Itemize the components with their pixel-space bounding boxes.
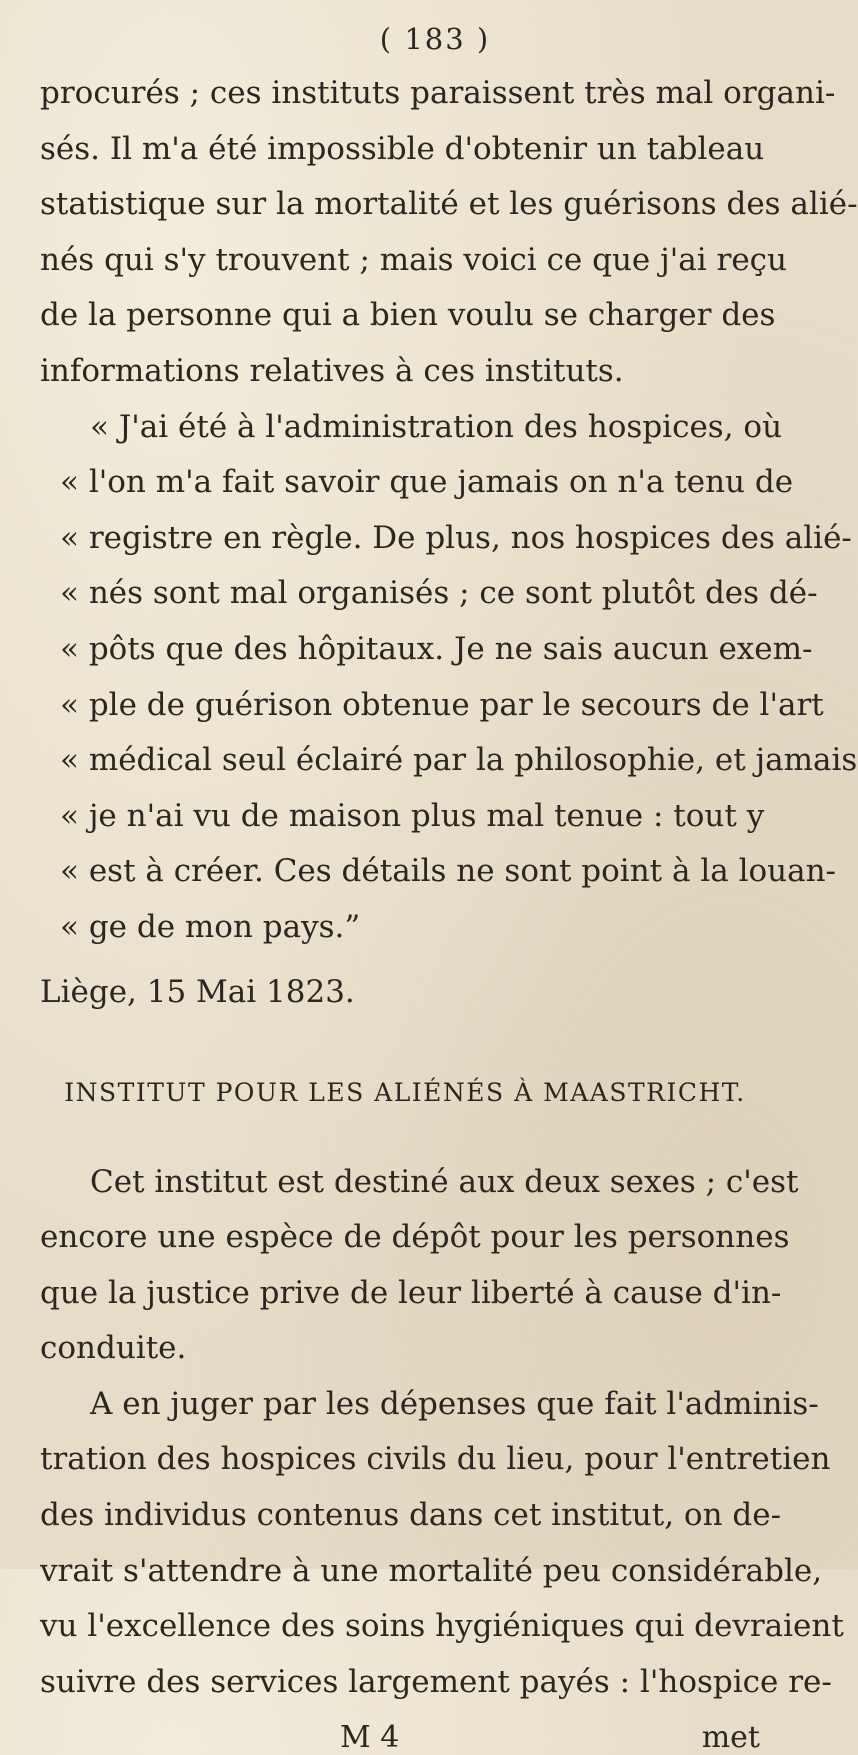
text-line: vu l'excellence des soins hygiéniques qui devraient (40, 1608, 844, 1645)
text-line: de la personne qui a bien voulu se charger des (40, 297, 776, 334)
quote-line: « pôts que des hôpitaux. Je ne sais aucun exem- (60, 630, 813, 667)
section-heading: INSTITUT POUR LES ALIÉNÉS À MAASTRICHT. (64, 1077, 746, 1107)
catchword: met (701, 1720, 760, 1755)
page-footer (40, 1720, 770, 1755)
dateline: Liège, 15 Mai 1823. (40, 973, 355, 1010)
text-line: encore une espèce de dépôt pour les personnes (40, 1219, 790, 1256)
paragraph-intro (40, 66, 858, 400)
text-line: suivre des services largement payés : l'hospice re- (40, 1663, 832, 1700)
quote-line: « l'on m'a fait savoir que jamais on n'a tenu de (60, 464, 794, 501)
quoted-letter (40, 400, 858, 956)
quote-line: « nés sont mal organisés ; ce sont plutôt des dé- (60, 575, 818, 612)
page-number: ( 183 ) (379, 22, 491, 56)
paragraph-expenses (40, 1377, 844, 1711)
text-line: tration des hospices civils du lieu, pour l'entretien (40, 1441, 831, 1478)
quote-line: « médical seul éclairé par la philosophie, et jamais (60, 742, 858, 779)
text-line: Cet institut est destiné aux deux sexes ; c'est (90, 1163, 799, 1200)
text-line: sés. Il m'a été impossible d'obtenir un tableau (40, 130, 765, 167)
quote-line: « est à créer. Ces détails ne sont point à la louan- (60, 853, 837, 890)
text-line: vrait s'attendre à une mortalité peu considérable, (40, 1552, 823, 1589)
text-line: procurés ; ces instituts paraissent très mal organi- (40, 75, 836, 111)
quote-line: « ple de guérison obtenue par le secours de l'art (60, 686, 824, 723)
text-line: A en juger par les dépenses que fait l'adminis- (90, 1385, 819, 1422)
quote-line: « je n'ai vu de maison plus mal tenue : tout y (60, 797, 765, 834)
text-line: statistique sur la mortalité et les guérisons des alié- (40, 186, 858, 223)
text-line: nés qui s'y trouvent ; mais voici ce que j'ai reçu (40, 241, 788, 278)
text-line: conduite. (40, 1330, 187, 1367)
text-line: informations relatives à ces instituts. (40, 352, 624, 389)
quote-line: « J'ai été à l'administration des hospices, où (90, 408, 783, 445)
signature-mark: M 4 (340, 1720, 400, 1755)
text-line: des individus contenus dans cet institut, on de- (40, 1497, 782, 1534)
quote-line: « ge de mon pays.” (60, 908, 361, 945)
text-line: que la justice prive de leur liberté à cause d'in- (40, 1274, 782, 1311)
paragraph-institute (40, 1155, 799, 1377)
quote-line: « registre en règle. De plus, nos hospices des alié- (60, 519, 852, 556)
